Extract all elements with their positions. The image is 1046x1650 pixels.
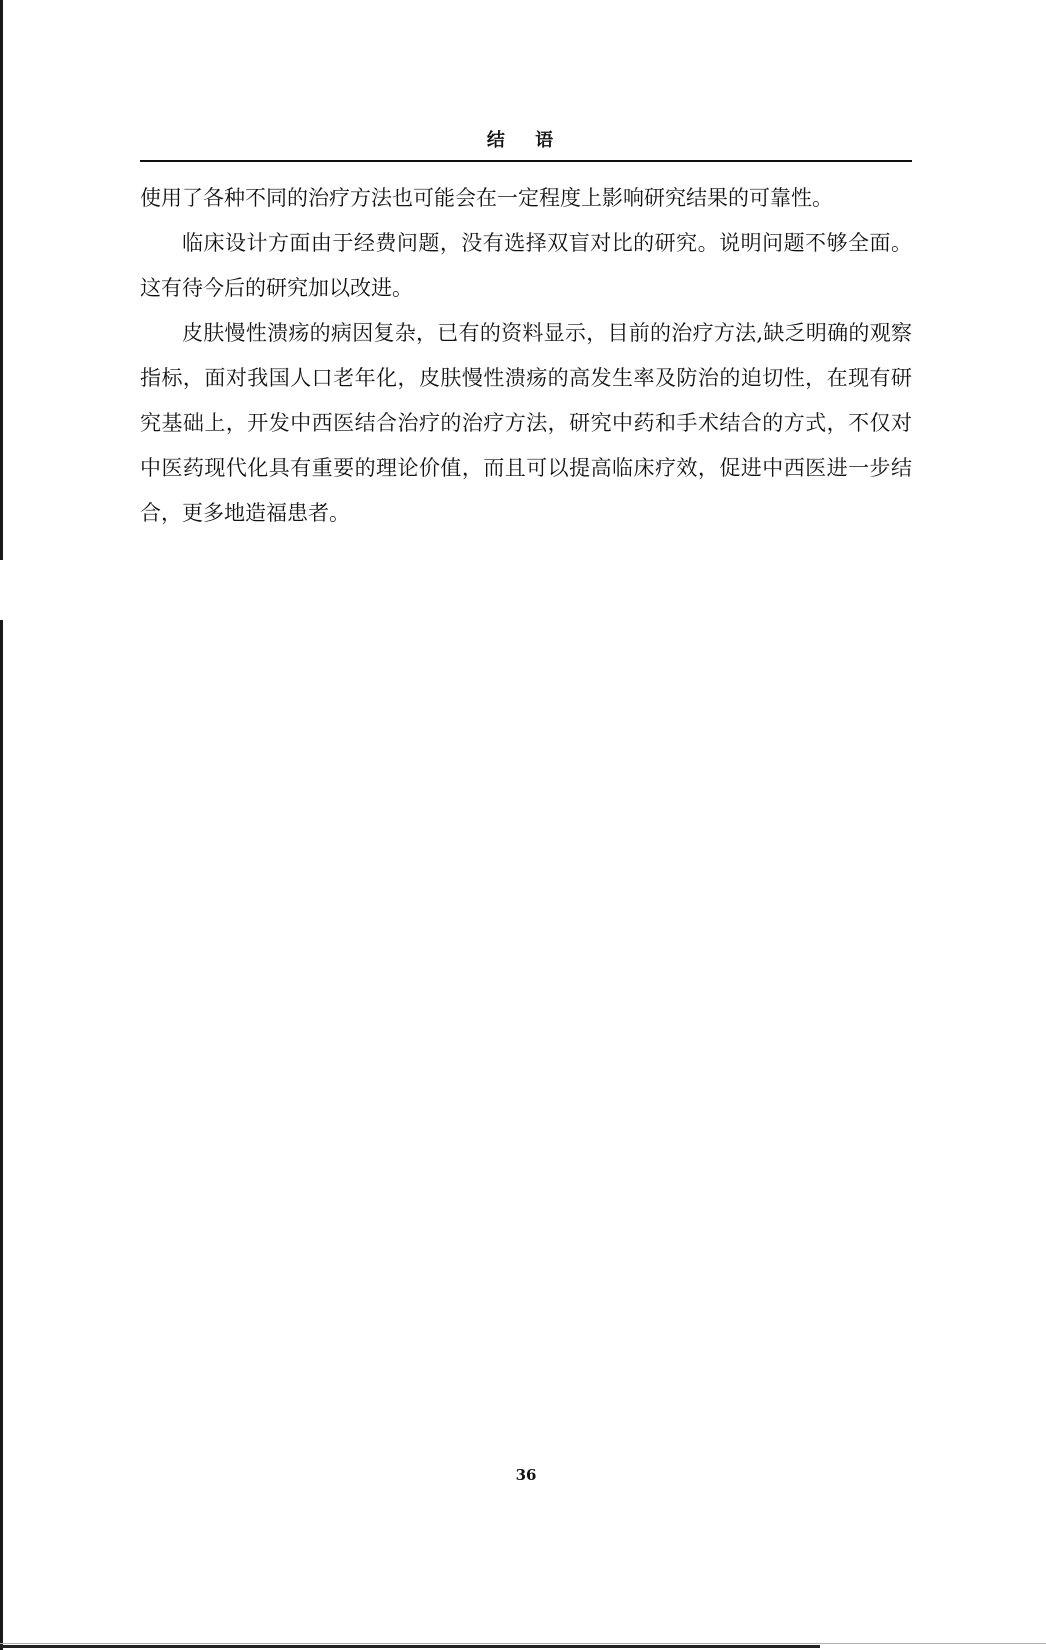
page-header-title: 结 语 — [486, 130, 566, 151]
page-number: 36 — [515, 1466, 537, 1484]
paragraph-2: 临床设计方面由于经费问题，没有选择双盲对比的研究。说明问题不够全面。这有待今后的研究加以改进。 — [140, 231, 912, 300]
paragraph-1: 使用了各种不同的治疗方法也可能会在一定程度上影响研究结果的可靠性。 — [140, 186, 833, 210]
body-text — [140, 176, 912, 536]
header-rule — [140, 160, 912, 162]
paragraph-3: 皮肤慢性溃疡的病因复杂，已有的资料显示，目前的治疗方法,缺乏明确的观察指标，面对我国人口老年化，皮肤慢性溃疡的高发生率及防治的迫切性，在现有研究基础上，开发中西医结合治疗的治疗方法，研究中药和手术结合的方式，不仅对中医药现代化具有重要的理论价值，而且可以提高临床疗效，促进中西医进一步结合，更多地造福患者。 — [140, 321, 912, 525]
scan-edge-bottom-line — [0, 1643, 1046, 1644]
scan-edge-left — [0, 0, 3, 1650]
scan-edge-gap — [0, 560, 3, 620]
scan-edge-bottom — [0, 1645, 820, 1648]
